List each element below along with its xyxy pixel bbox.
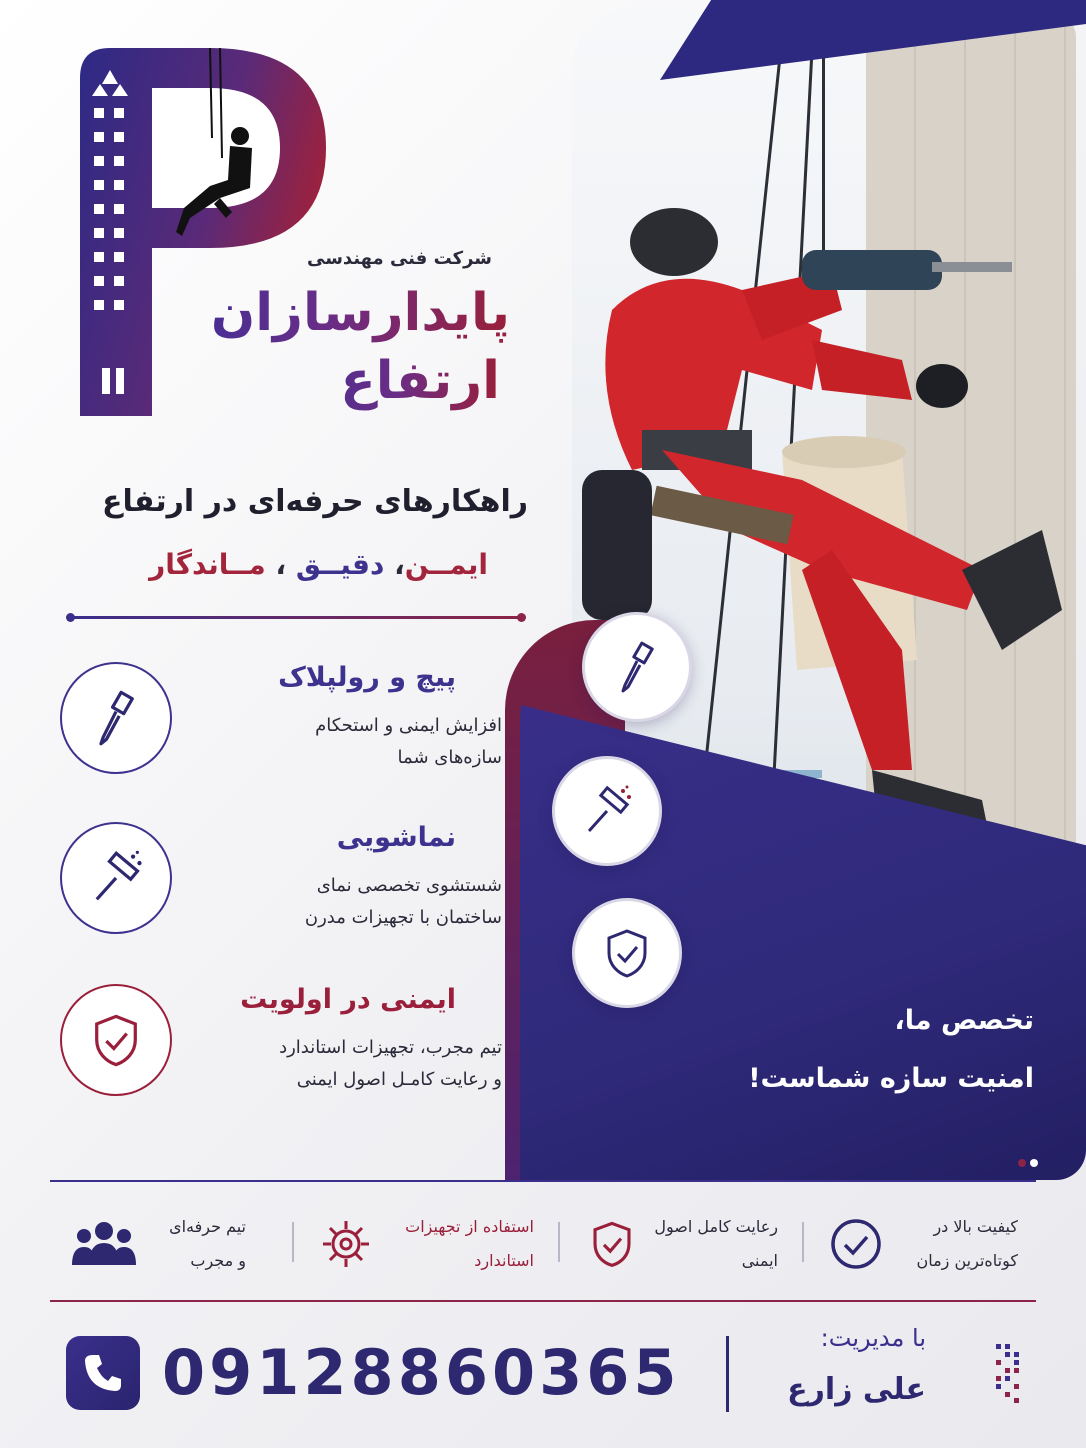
anchor-bolt-icon bbox=[86, 688, 146, 748]
service-description-line: تیم مجرب، تجهیزات استاندارد bbox=[279, 1037, 502, 1058]
feature-quality bbox=[826, 1210, 1022, 1280]
dot bbox=[1030, 1159, 1038, 1167]
shield-check-icon bbox=[599, 925, 655, 981]
feature-text-line: ایمنی bbox=[741, 1251, 778, 1270]
service-description-line: افزایش ایمنی و استحکام bbox=[315, 715, 502, 736]
phone-icon[interactable] bbox=[66, 1336, 140, 1410]
feature-icon bbox=[828, 1216, 884, 1272]
service-item-facade-cleaning bbox=[60, 822, 540, 952]
service-icon-circle bbox=[60, 984, 172, 1096]
slide-dots bbox=[1014, 1152, 1038, 1171]
feature-text bbox=[654, 1210, 778, 1278]
shield-check-icon bbox=[587, 1217, 637, 1271]
service-description-line: ساختمان با تجهیزات مدرن bbox=[304, 907, 502, 928]
feature-text-line: کیفیت بالا در bbox=[933, 1217, 1018, 1236]
feature-icon bbox=[70, 1216, 138, 1272]
team-icon bbox=[71, 1219, 137, 1269]
company-name-line-2: ارتفاع bbox=[240, 350, 500, 412]
tagline bbox=[40, 548, 488, 581]
phone-number[interactable]: 09128860365 bbox=[162, 1336, 681, 1409]
service-description bbox=[190, 1032, 502, 1096]
floating-shield-icon bbox=[572, 898, 682, 1008]
check-circle-icon bbox=[829, 1217, 883, 1271]
divider bbox=[70, 616, 522, 619]
tagline-word-2: دقیــق bbox=[295, 548, 385, 581]
tagline-separator: ، bbox=[265, 548, 296, 581]
service-description-line: و رعایت کامـل اصول ایمنی bbox=[296, 1069, 502, 1090]
service-description-line: سازه‌های شما bbox=[397, 747, 502, 768]
company-name: پایدارسازان bbox=[150, 282, 510, 344]
floating-anchor-bolt-icon bbox=[582, 612, 692, 722]
tagline-word-3: مــاندگار bbox=[149, 548, 266, 581]
tagline-word-1: ایمــن bbox=[404, 548, 488, 581]
features-bottom-divider bbox=[50, 1300, 1036, 1302]
shield-check-icon bbox=[86, 1010, 146, 1070]
footer-separator bbox=[726, 1336, 729, 1412]
service-icon-circle bbox=[60, 822, 172, 934]
feature-text bbox=[405, 1210, 534, 1278]
feature-separator bbox=[558, 1222, 560, 1262]
squeegee-icon bbox=[577, 781, 637, 841]
feature-text-line: کوتاه‌ترین زمان bbox=[916, 1251, 1018, 1270]
slogan-line-1: تخصص ما، bbox=[894, 1005, 1034, 1036]
dot bbox=[1018, 1159, 1026, 1167]
feature-standard-equipment bbox=[318, 1210, 536, 1280]
service-title: پیچ و رولپلاک bbox=[278, 662, 456, 693]
slogan-line-2: امنیت سازه شماست! bbox=[748, 1063, 1034, 1094]
feature-text-line: استفاده از تجهیزات bbox=[405, 1217, 534, 1236]
service-icon-circle bbox=[60, 662, 172, 774]
feature-text bbox=[169, 1210, 246, 1278]
manager-label: با مدیریت: bbox=[820, 1324, 926, 1352]
feature-text-line: استاندارد bbox=[474, 1251, 534, 1270]
feature-icon bbox=[584, 1216, 640, 1272]
slogan bbox=[674, 992, 1034, 1108]
feature-separator bbox=[292, 1222, 294, 1262]
feature-text-line: رعایت کامل اصول bbox=[654, 1217, 778, 1236]
squeegee-icon bbox=[84, 846, 148, 910]
service-title: نماشویی bbox=[336, 822, 456, 853]
feature-separator bbox=[802, 1222, 804, 1262]
anchor-bolt-icon bbox=[609, 639, 665, 695]
phone-handset-icon bbox=[81, 1351, 125, 1395]
tagline-separator: ، bbox=[384, 548, 405, 581]
feature-experienced-team bbox=[70, 1210, 248, 1280]
feature-safety-principles bbox=[584, 1210, 784, 1280]
service-item-screws bbox=[60, 662, 540, 792]
feature-text bbox=[916, 1210, 1018, 1278]
feature-text-line: تیم حرفه‌ای bbox=[169, 1217, 246, 1236]
feature-icon bbox=[318, 1216, 374, 1272]
company-subtitle: شرکت فنی مهندسی bbox=[307, 248, 492, 269]
headline: راهکارهای حرفه‌ای در ارتفاع bbox=[102, 484, 528, 519]
gear-icon bbox=[319, 1217, 373, 1271]
service-item-safety bbox=[60, 984, 540, 1114]
service-description-line: شستشوی تخصصی نمای bbox=[316, 875, 502, 896]
features-top-divider bbox=[50, 1180, 1036, 1182]
floating-squeegee-icon bbox=[552, 756, 662, 866]
service-description bbox=[190, 870, 502, 934]
feature-text-line: و مجرب bbox=[190, 1251, 246, 1270]
decorative-dot-grid bbox=[994, 1342, 1022, 1404]
service-description bbox=[190, 710, 502, 774]
manager-name: علی زارع bbox=[787, 1372, 926, 1407]
service-title: ایمنی در اولویت bbox=[240, 984, 456, 1015]
